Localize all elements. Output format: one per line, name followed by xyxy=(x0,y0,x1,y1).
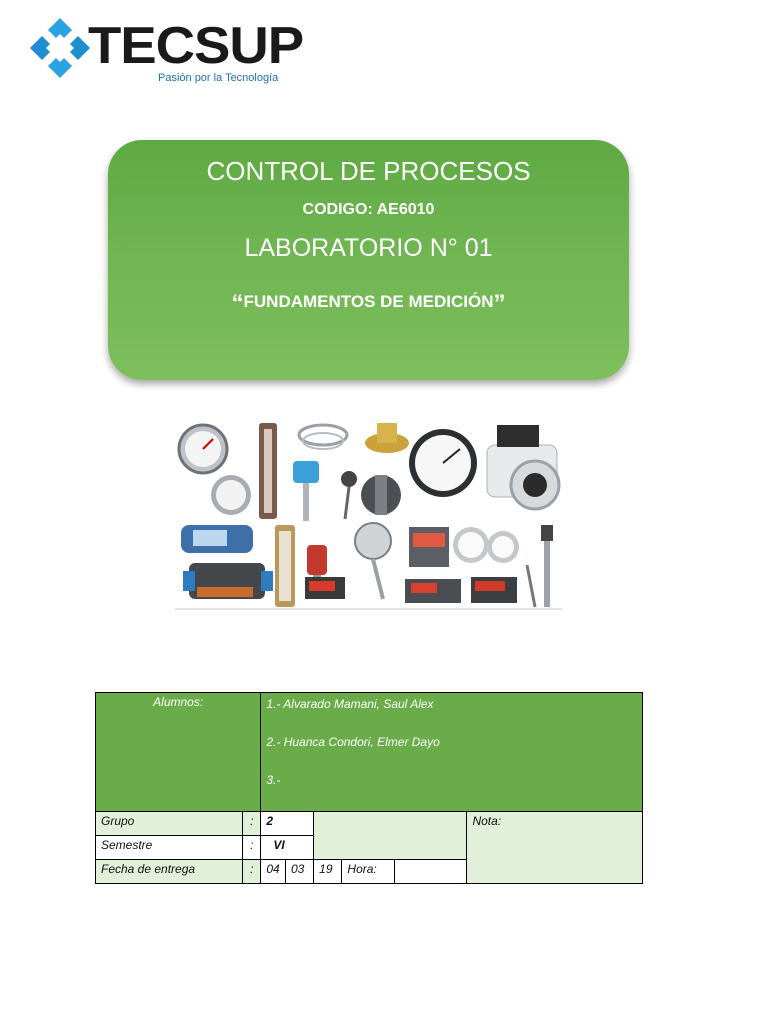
grupo-value[interactable]: 2 xyxy=(261,812,314,836)
fecha-label: Fecha de entrega xyxy=(96,860,243,884)
large-gauge-icon xyxy=(409,429,477,497)
instruments-illustration xyxy=(175,415,563,611)
brass-fitting-icon xyxy=(365,423,409,453)
logo-wordmark: TECSUP xyxy=(88,17,304,75)
alumno-1: 1.- Alvarado Mamani, Saul Alex xyxy=(266,697,434,711)
blank-cell xyxy=(314,812,467,860)
instruments-image xyxy=(175,415,563,611)
tecsup-logo-icon xyxy=(28,16,92,80)
fecha-separator: : xyxy=(243,860,261,884)
hora-label: Hora: xyxy=(342,860,394,884)
course-code: CODIGO: AE6010 xyxy=(302,201,435,218)
digital-controller-icon xyxy=(471,577,517,603)
course-title: CONTROL DE PROCESOS xyxy=(206,156,531,186)
magnetic-flowmeter-icon xyxy=(487,425,559,509)
small-gauge-icon xyxy=(211,475,251,515)
rotameter-icon xyxy=(275,525,295,607)
fecha-year[interactable]: 19 xyxy=(314,860,342,884)
lab-topic xyxy=(108,290,629,318)
alumno-3: 3.- xyxy=(266,773,281,787)
probe-sensor-icon xyxy=(527,525,553,607)
grupo-separator: : xyxy=(243,812,261,836)
semestre-separator: : xyxy=(243,836,261,860)
pressure-gauge-icon xyxy=(179,425,227,473)
alumno-2: 2.- Huanca Condori, Elmer Dayo xyxy=(266,735,440,749)
title-banner xyxy=(108,140,629,380)
bimetal-thermometer-icon xyxy=(355,523,391,599)
open-quote: “ xyxy=(231,290,244,317)
grupo-label: Grupo xyxy=(96,812,243,836)
lab-topic-text: FUNDAMENTOS DE MEDICIÓN xyxy=(243,292,494,311)
thermocouple-icon xyxy=(293,461,357,521)
alumnos-list xyxy=(261,693,643,812)
panel-meter-icon xyxy=(405,527,461,603)
inline-flowmeter-icon xyxy=(183,563,273,599)
fecha-month[interactable]: 03 xyxy=(285,860,313,884)
semestre-value[interactable]: VI xyxy=(261,836,314,860)
close-quote: ” xyxy=(493,290,506,317)
alumnos-label: Alumnos: xyxy=(96,693,261,812)
lab-number: LABORATORIO N° 01 xyxy=(244,234,493,262)
cable-sensor-icon xyxy=(299,425,347,449)
dial-thermometer-icon xyxy=(453,527,519,563)
student-info-table xyxy=(95,692,643,884)
fecha-day[interactable]: 04 xyxy=(261,860,286,884)
display-indicator-icon xyxy=(305,577,345,599)
hora-value[interactable] xyxy=(394,860,467,884)
logo-tagline: Pasión por la Tecnología xyxy=(158,72,279,84)
digital-flowmeter-icon xyxy=(181,525,253,553)
semestre-label: Semestre xyxy=(96,836,243,860)
diaphragm-seal-icon xyxy=(361,475,401,515)
flowmeter-tube-icon xyxy=(259,423,277,519)
tecsup-logo xyxy=(28,14,304,90)
nota-label[interactable]: Nota: xyxy=(467,812,643,884)
